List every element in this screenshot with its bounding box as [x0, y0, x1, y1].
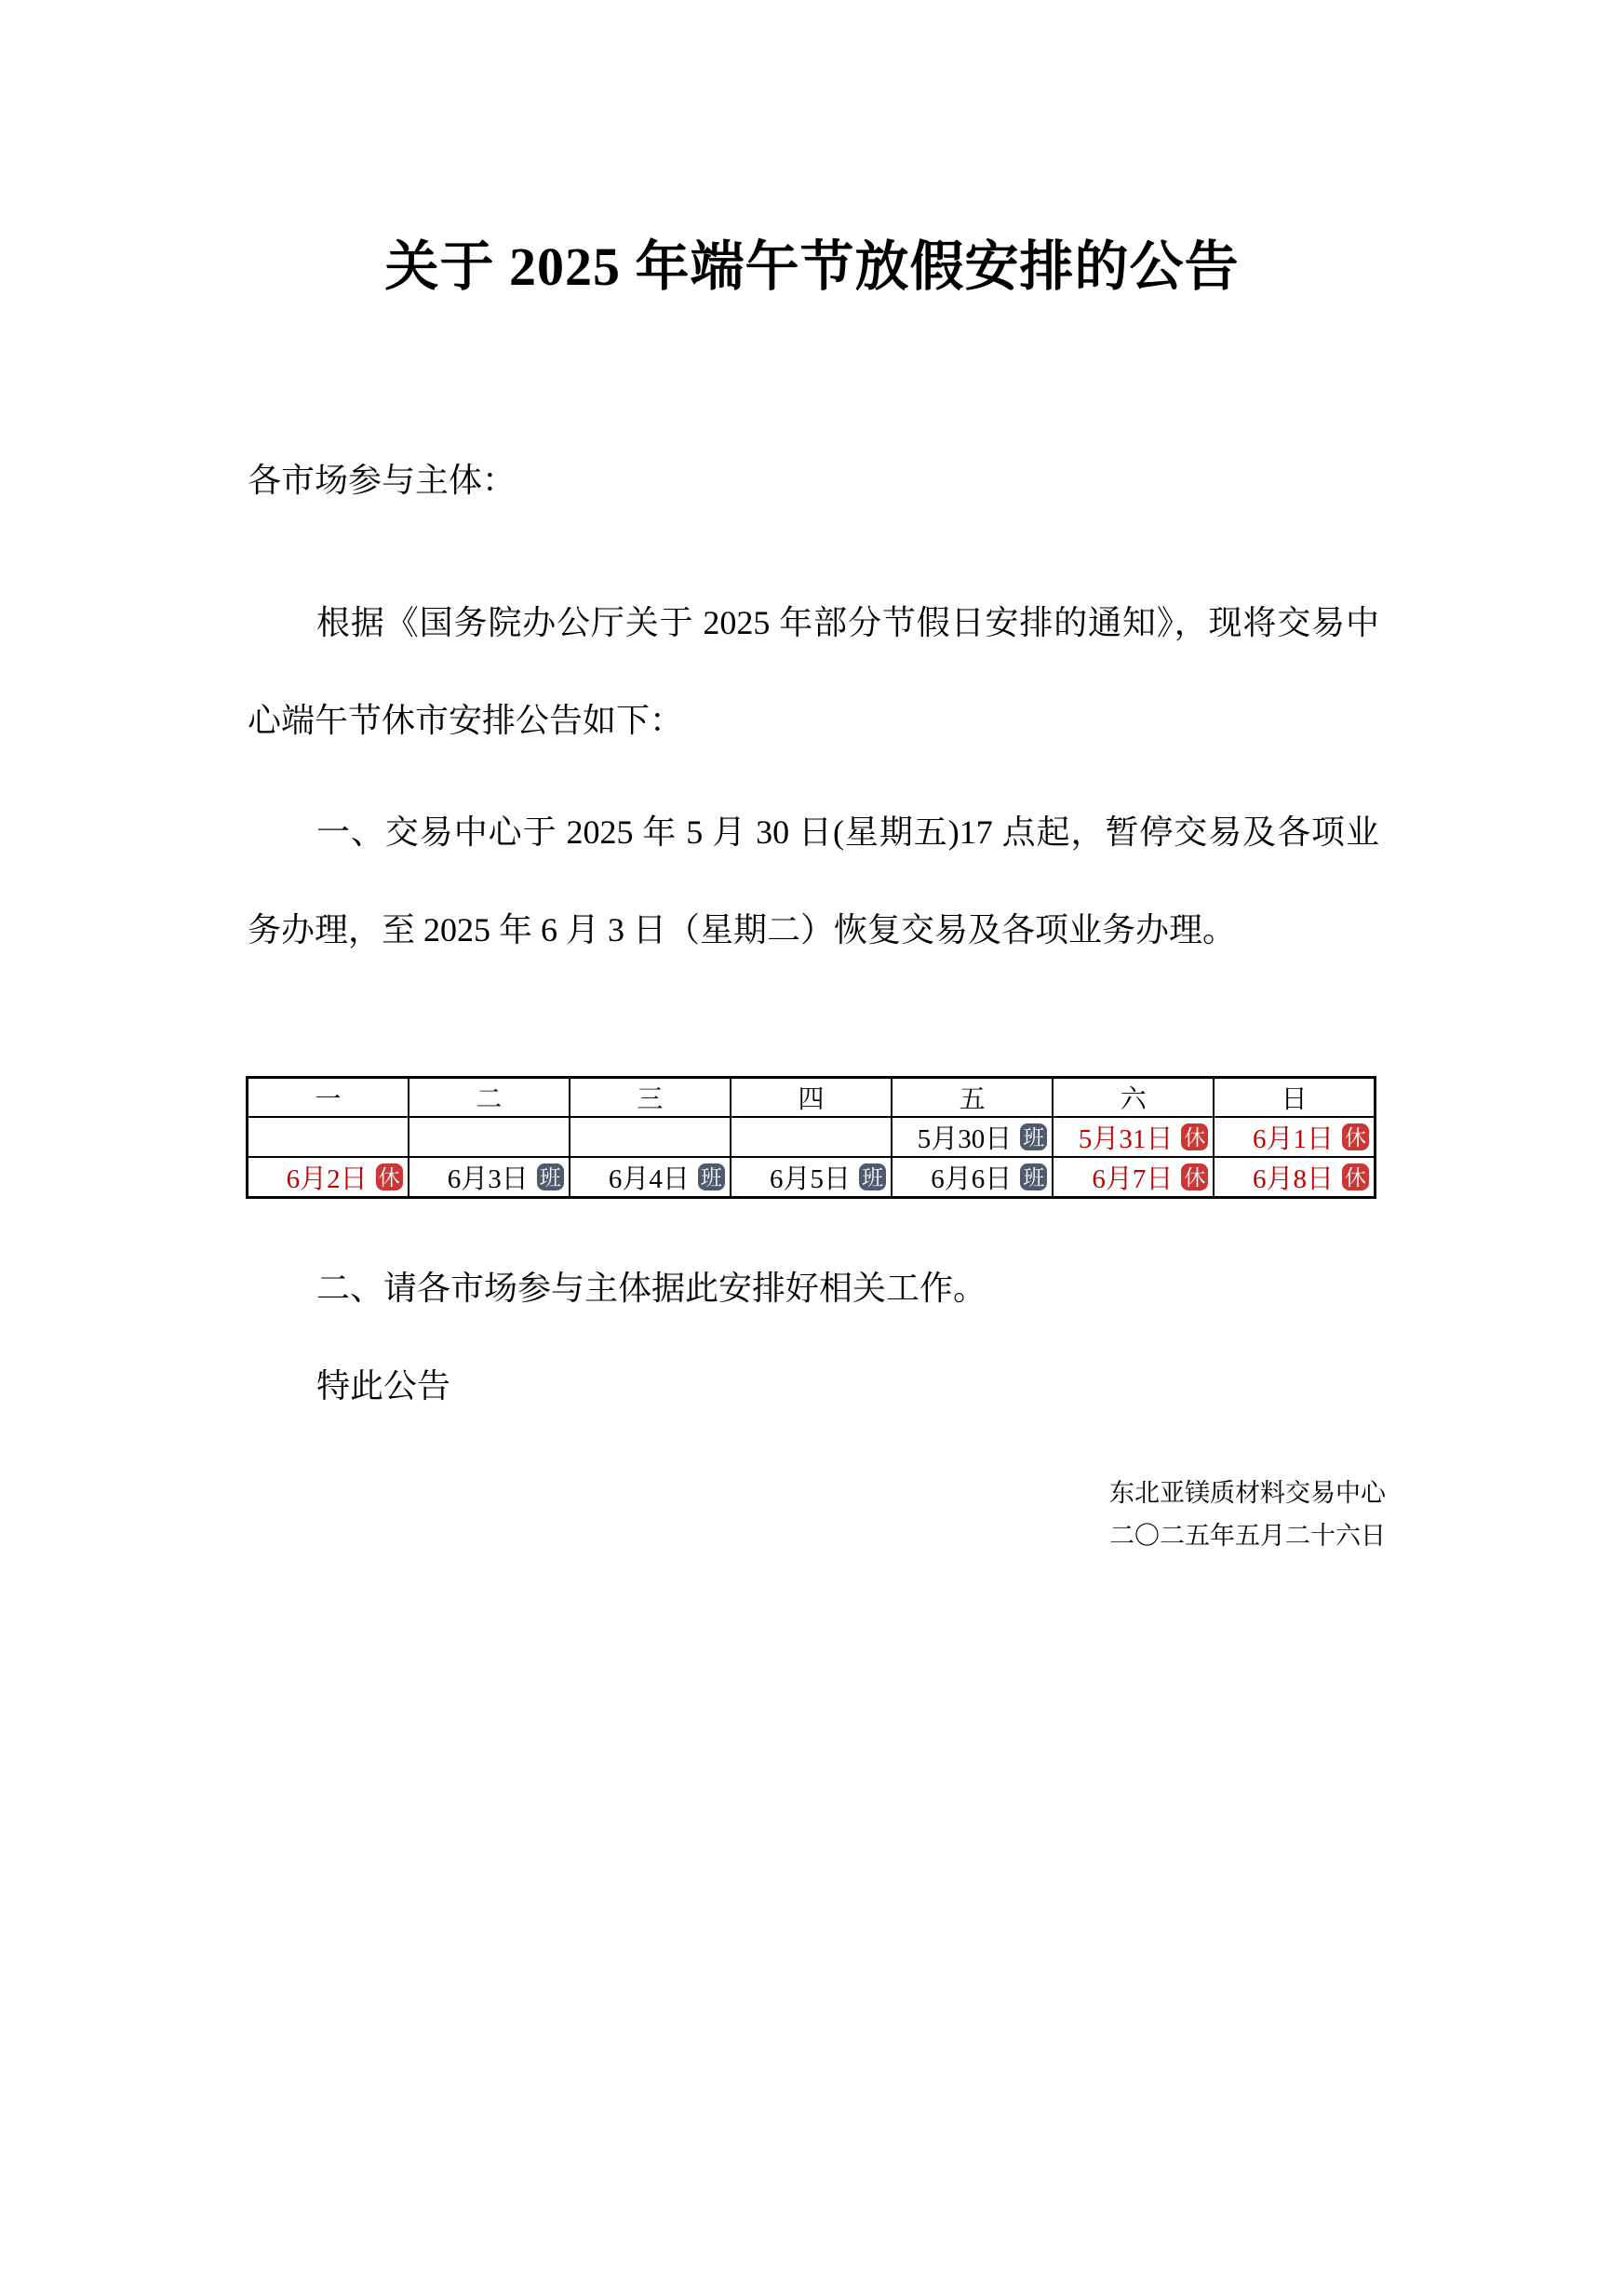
rest-badge: 休 [1181, 1163, 1208, 1190]
calendar-cell [1214, 1117, 1375, 1157]
date-label: 6月7日 [1092, 1164, 1174, 1194]
calendar-cell [731, 1117, 892, 1157]
holiday-table [246, 1076, 1376, 1199]
calendar-cell [409, 1157, 570, 1198]
calendar-cell [1053, 1117, 1214, 1157]
date-label: 5月30日 [917, 1124, 1013, 1154]
table-row [248, 1157, 1376, 1198]
day-header: 一 [248, 1078, 409, 1118]
date-label: 6月8日 [1252, 1164, 1334, 1194]
calendar-cell [892, 1157, 1053, 1198]
document-title: 关于 2025 年端午节放假安排的公告 [384, 235, 1240, 297]
day-header: 二 [409, 1078, 570, 1118]
rest-badge: 休 [1181, 1123, 1208, 1150]
date-label: 6月2日 [286, 1164, 368, 1194]
work-badge: 班 [537, 1163, 564, 1190]
work-badge: 班 [1020, 1123, 1047, 1150]
day-header: 三 [570, 1078, 731, 1118]
date-label: 6月3日 [447, 1164, 529, 1194]
paragraph-item-1: 一、交易中心于 2025 年 5 月 30 日(星期五)17 点起，暂停交易及各项业务办理，至 2025 年 6 月 3 日（星期二）恢复交易及各项业务办理。 [248, 814, 1379, 948]
date-label: 6月4日 [608, 1164, 690, 1194]
table-header-row [248, 1078, 1376, 1118]
day-header: 日 [1214, 1078, 1375, 1118]
work-badge: 班 [859, 1163, 886, 1190]
calendar-cell [731, 1157, 892, 1198]
signature-block [1109, 1472, 1386, 1557]
calendar-cell [1214, 1157, 1375, 1198]
work-badge: 班 [698, 1163, 725, 1190]
rest-badge: 休 [376, 1163, 403, 1190]
signature-org: 东北亚镁质材料交易中心 [1109, 1479, 1386, 1507]
calendar-cell [570, 1157, 731, 1198]
paragraph-item-2: 二、请各市场参与主体据此安排好相关工作。 [316, 1270, 987, 1307]
day-header: 四 [731, 1078, 892, 1118]
salutation: 各市场参与主体： [248, 462, 517, 499]
calendar-cell [892, 1117, 1053, 1157]
date-label: 6月1日 [1252, 1124, 1334, 1154]
signature-date: 二〇二五年五月二十六日 [1109, 1522, 1386, 1550]
calendar-cell [1053, 1157, 1214, 1198]
day-header: 六 [1053, 1078, 1214, 1118]
paragraph-notice: 根据《国务院办公厅关于 2025 年部分节假日安排的通知》，现将交易中心端午节休市安排公告如下： [248, 604, 1379, 739]
calendar-cell [248, 1117, 409, 1157]
day-header: 五 [892, 1078, 1053, 1118]
date-label: 6月6日 [931, 1164, 1013, 1194]
date-label: 6月5日 [770, 1164, 852, 1194]
rest-badge: 休 [1342, 1123, 1369, 1150]
rest-badge: 休 [1342, 1163, 1369, 1190]
date-label: 5月31日 [1078, 1124, 1174, 1154]
calendar-cell [570, 1117, 731, 1157]
table-row [248, 1117, 1376, 1157]
calendar-cell [248, 1157, 409, 1198]
closing-statement: 特此公告 [316, 1367, 451, 1405]
work-badge: 班 [1020, 1163, 1047, 1190]
calendar-cell [409, 1117, 570, 1157]
